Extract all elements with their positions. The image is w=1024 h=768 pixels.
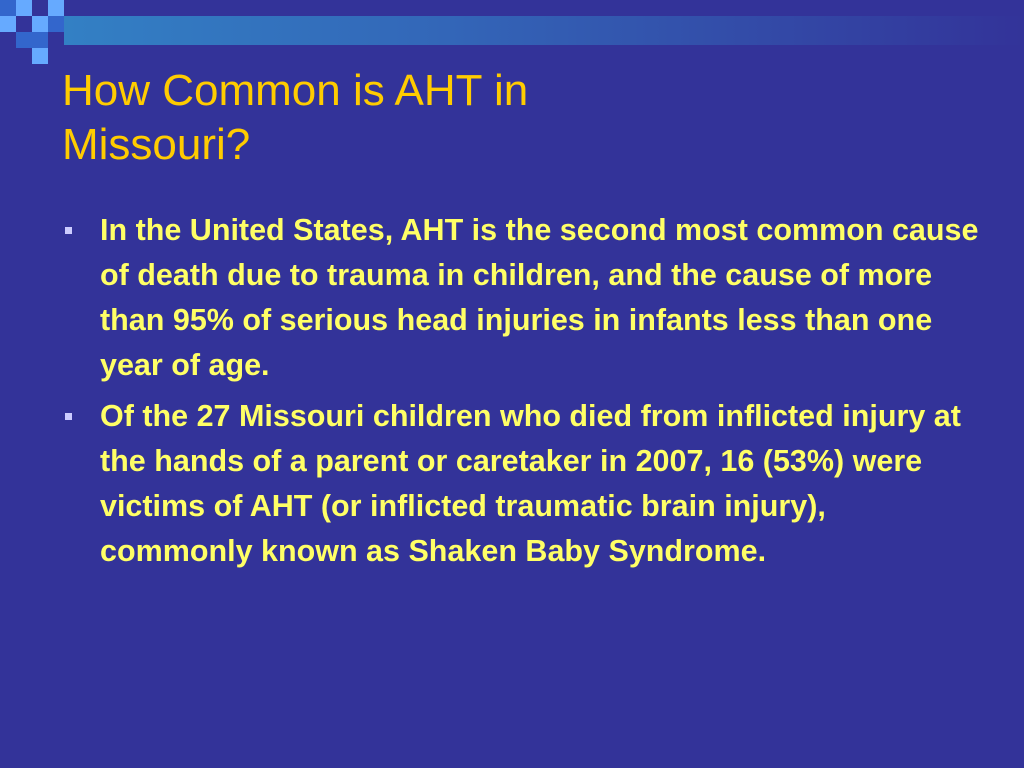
corner-square (48, 16, 64, 32)
corner-square (32, 32, 48, 48)
square-bullet-icon (65, 227, 72, 234)
header-band (64, 16, 1024, 45)
corner-square (0, 16, 16, 32)
bullet-list (60, 208, 980, 580)
corner-square (32, 48, 48, 64)
corner-square (32, 16, 48, 32)
corner-square (48, 0, 64, 16)
square-bullet-icon (65, 413, 72, 420)
bullet-item (60, 208, 980, 388)
corner-square (0, 0, 16, 16)
corner-square (16, 0, 32, 16)
bullet-text: In the United States, AHT is the second most common cause of death due to trauma in children, and the cause of more than 95% of serious head injuries in infants less than one year of age. (100, 213, 979, 382)
slide-title: How Common is AHT in Missouri? (62, 66, 529, 169)
corner-square (16, 32, 32, 48)
bullet-text: Of the 27 Missouri children who died from inflicted injury at the hands of a parent or caretaker in 2007, 16 (53%) were victims of AHT (or inflicted traumatic brain injury), commonly known as Shaken Baby Syndrome. (100, 399, 961, 568)
bullet-item (60, 394, 980, 574)
